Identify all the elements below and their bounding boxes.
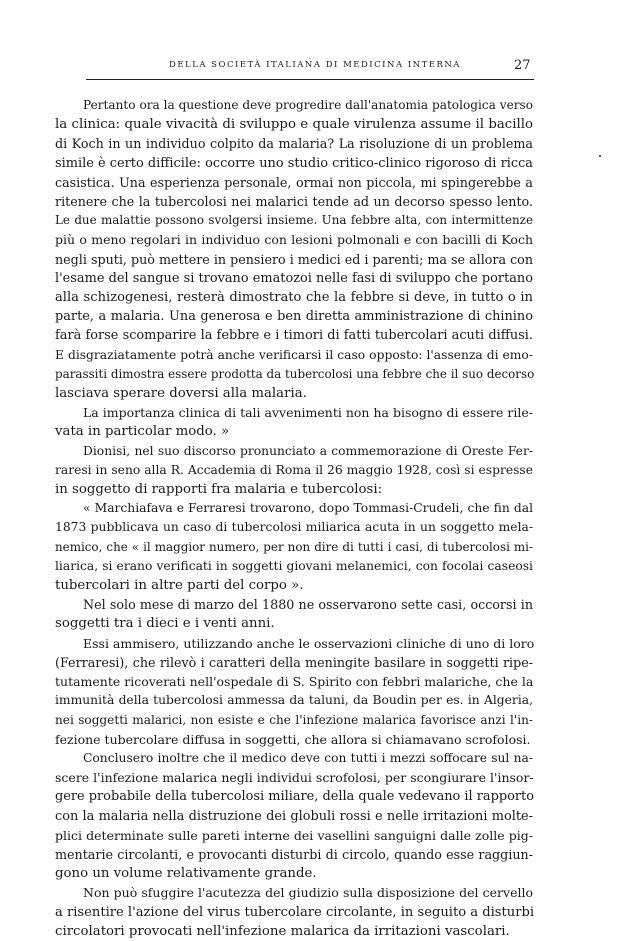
text-line: Le due malattie possono svolgersi insieme. Una febbre alta, con intermittenze xyxy=(55,213,533,228)
paragraph xyxy=(55,595,533,633)
paragraph xyxy=(55,883,533,941)
text-line: raresi in seno alla R. Accademia di Roma il 26 maggio 1928, così si espresse xyxy=(55,462,533,477)
paragraph xyxy=(55,442,533,500)
text-line: l'esame del sangue si trovano ematozoi nelle fasi di sviluppo che portano xyxy=(55,270,533,286)
text-line: circolatori provocati nell'infezione malarica da irritazioni vascolari. xyxy=(55,923,510,939)
text-line: gere probabile della tubercolosi miliare, della quale vedevano il rapporto xyxy=(55,789,534,805)
text-line: plici determinate sulle pareti interne dei vasellini sanguigni dalle zolle pig- xyxy=(55,827,533,843)
text-line: alla schizogenesi, resterà dimostrato che la febbre si deve, in tutto o in xyxy=(55,290,533,306)
text-line: fezione tubercolare diffusa in soggetti, che allora si chiamavano scrofolosi. xyxy=(55,731,531,747)
text-line: più o meno regolari in individuo con lesioni polmonali e con bacilli di Koch xyxy=(55,232,533,248)
text-line: Conclusero inoltre che il medico deve con tutti i mezzi soffocare sul na- xyxy=(83,750,533,765)
text-line: gono un volume relativamente grande. xyxy=(55,866,317,882)
text-line: La importanza clinica di tali avvenimenti non ha bisogno di essere rile- xyxy=(83,405,533,421)
text-line: a risentire l'azione del virus tubercolare circolante, in seguito a disturbi xyxy=(55,904,535,920)
text-line: parte, a malaria. Una generosa e ben diretta amministrazione di chinino xyxy=(55,309,533,325)
text-line: in soggetto di rapporti fra malaria e tubercolosi: xyxy=(55,482,383,498)
text-line: immunità della tubercolosi ammessa da taluni, da Boudin per es. in Algeria, xyxy=(55,693,533,708)
page-number: 27 xyxy=(514,58,531,73)
text-line: liarica, si erano verificati in soggetti giovani melanemici, con focolai caseosi xyxy=(55,558,533,573)
text-line: con la malaria nella distruzione dei globuli rossi e nelle irritazioni molte- xyxy=(55,808,533,824)
body-text xyxy=(55,96,533,941)
text-line: ritenere che la tubercolosi nei malarici tende ad un decorso spesso lento. xyxy=(55,194,533,210)
text-line: (Ferraresi), che rilevò i caratteri della meningite basilare in soggetti ripe- xyxy=(55,654,533,670)
text-line: negli sputi, può mettere in pensiero i medici ed i parenti; ma se allora con xyxy=(55,251,533,267)
paragraph xyxy=(55,96,533,403)
margin-speck xyxy=(599,155,601,157)
header-rule xyxy=(86,79,534,80)
text-line: soggetti tra i dieci e i venti anni. xyxy=(55,616,275,632)
paragraph xyxy=(55,499,533,595)
text-line: di Koch in un individuo colpito da malaria? La risoluzione di un problema xyxy=(55,136,533,152)
text-line: tutamente ricoverati nell'ospedale di S. Spirito con febbri malariche, che la xyxy=(55,674,534,690)
text-line: Non può sfuggire l'acutezza del giudizio sulla disposizione del cervello xyxy=(83,885,533,901)
paragraph xyxy=(55,749,533,883)
text-line: E disgraziatamente potrà anche verificarsi il caso opposto: l'assenza di emo- xyxy=(55,347,533,362)
text-line: nei soggetti malarici, non esiste e che l'infezione malarica favorisce anzi l'in- xyxy=(55,712,533,727)
text-line: scere l'infezione malarica negli individui scrofolosi, per scongiurare l'insor- xyxy=(55,770,534,786)
text-line: lasciava sperare doversi alla malaria. xyxy=(55,386,307,402)
text-line: parassiti dimostra essere prodotta da tubercolosi una febbre che il suo decorso xyxy=(55,366,535,381)
text-line: Dionisi, nel suo discorso pronunciato a commemorazione di Oreste Fer- xyxy=(83,443,533,458)
text-line: « Marchiafava e Ferraresi trovarono, dopo Tommasi-Crudeli, che fin dal xyxy=(83,501,533,516)
text-line: vata in particolar modo. » xyxy=(55,424,230,440)
paragraph xyxy=(55,634,533,749)
text-line: Nel solo mese di marzo del 1880 ne osservarono sette casi, occorsi in xyxy=(83,597,533,613)
text-line: simile è certo difficile: occorre uno studio critico-clinico rigoroso di ricca xyxy=(55,155,533,171)
text-line: Pertanto ora la questione deve progredire dall'anatomia patologica verso xyxy=(83,98,533,112)
text-line: la clinica: quale vivacità di sviluppo e quale virulenza assume il bacillo xyxy=(55,117,533,133)
text-line: 1873 pubblicava un caso di tubercolosi miliarica acuta in un soggetto mela- xyxy=(55,520,533,535)
text-line: casistica. Una esperienza personale, ormai non piccola, mi spingerebbe a xyxy=(55,174,533,190)
text-line: nemico, che « il maggior numero, per non dire di tutti i casi, di tubercolosi mi- xyxy=(55,539,533,554)
paragraph xyxy=(55,403,533,441)
text-line: mentarie circolanti, e provocanti disturbi di circolo, quando esse raggiun- xyxy=(55,846,533,862)
text-line: tubercolari in altre parti del corpo ». xyxy=(55,578,304,594)
text-line: Essi ammisero, utilizzando anche le osservazioni cliniche di uno di loro xyxy=(83,635,535,651)
text-line: farà forse scomparire la febbre e i timori di fatti tubercolari acuti diffusi. xyxy=(55,328,533,344)
running-header: DELLA SOCIETÀ ITALIANA DI MEDICINA INTERNA xyxy=(169,60,461,70)
